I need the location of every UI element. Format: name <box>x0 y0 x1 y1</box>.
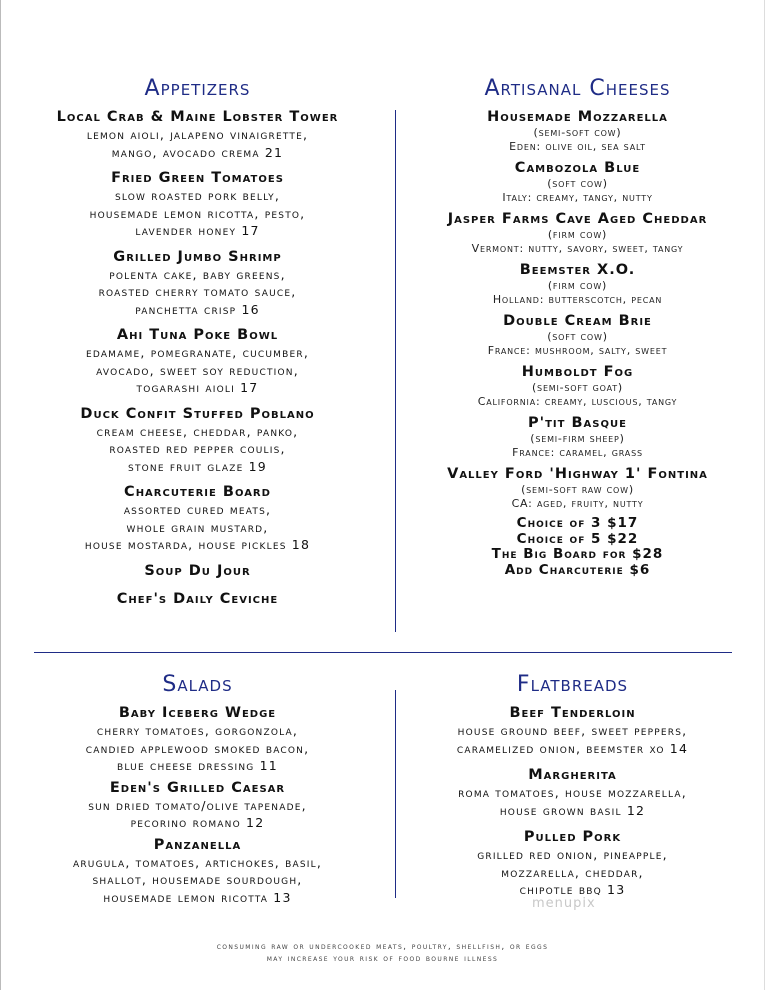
item-desc: edamame, pomegranate, cucumber, <box>85 345 310 360</box>
cheese-name: Beemster X.O. <box>519 262 636 278</box>
pricing-line: Add Charcuterie $6 <box>504 561 651 578</box>
cheese-type: (soft cow) <box>547 177 608 190</box>
item-name: Soup Du Jour <box>144 562 251 579</box>
item-name: Baby Iceberg Wedge <box>118 705 277 721</box>
cheese-item <box>405 159 750 205</box>
disclaimer-line: may increase your risk of food bourne illness <box>266 954 499 964</box>
item-desc: shallot, housemade sourdough, <box>92 872 303 887</box>
item-desc: house mostarda, house pickles 18 <box>84 537 311 552</box>
salads-title: Salads <box>162 672 233 697</box>
menu-item <box>400 766 745 819</box>
cheese-type: (firm cow) <box>547 228 608 241</box>
cheese-notes: CA: aged, fruity, nutty <box>511 497 644 510</box>
item-desc: housemade lemon ricotta 13 <box>103 889 292 905</box>
cheeses-title: Artisanal Cheeses <box>484 76 671 101</box>
appetizers-section <box>20 76 375 616</box>
item-name: Charcuterie Board <box>124 484 271 500</box>
item-name: Grilled Jumbo Shrimp <box>113 248 282 265</box>
item-desc: mango, avocado crema 21 <box>111 144 284 160</box>
cheese-name: P'tit Basque <box>528 415 627 431</box>
cheese-type: (soft cow) <box>547 330 608 343</box>
cheese-notes: Holland: butterscotch, pecan <box>492 293 663 306</box>
cheese-notes: California: creamy, luscious, tangy <box>477 395 678 408</box>
salads-section <box>20 672 375 910</box>
cheese-notes: France: mushroom, salty, sweet <box>487 344 668 357</box>
item-desc: whole grain mustard, <box>126 519 269 535</box>
menu-item <box>20 704 375 775</box>
cheese-item <box>405 312 750 358</box>
cheese-item <box>405 261 750 307</box>
item-desc: arugula, tomatoes, artichokes, basil, <box>73 854 322 870</box>
flatbreads-section <box>400 672 745 908</box>
item-desc: assorted cured meats, <box>123 502 272 517</box>
cheese-item <box>405 363 750 409</box>
menu-item <box>20 836 375 907</box>
cheese-name: Jasper Farms Cave Aged Cheddar <box>447 211 708 227</box>
item-name: Ahi Tuna Poke Bowl <box>116 327 279 343</box>
item-desc: slow roasted pork belly, <box>114 188 281 203</box>
item-desc: house grown basil 12 <box>499 802 646 818</box>
item-desc: togarashi aioli 17 <box>136 380 259 395</box>
item-desc: caramelized onion, beemster xo 14 <box>456 740 689 756</box>
cheese-type: (semi-firm sheep) <box>530 432 625 445</box>
cheese-notes: Vermont: nutty, savory, sweet, tangy <box>471 242 684 255</box>
item-desc: cherry tomatoes, gorgonzola, <box>96 723 299 738</box>
item-desc: lemon aioli, jalapeno vinaigrette, <box>86 127 309 142</box>
menu-item <box>20 562 375 580</box>
health-disclaimer <box>0 941 765 965</box>
item-desc: house ground beef, sweet peppers, <box>457 723 688 738</box>
item-desc: lavender honey 17 <box>135 223 260 238</box>
column-divider <box>395 690 396 898</box>
cheese-board-pricing <box>405 516 750 578</box>
pricing-line: The Big Board for $28 <box>491 546 664 562</box>
pricing-line: Choice of 3 $17 <box>516 515 639 531</box>
cheese-name: Double Cream Brie <box>503 313 652 329</box>
item-desc: roasted red pepper coulis, <box>109 441 286 456</box>
section-divider <box>34 652 732 653</box>
column-divider <box>395 110 396 632</box>
menu-item <box>400 828 745 899</box>
appetizers-title: Appetizers <box>144 76 251 101</box>
disclaimer-line: consuming raw or undercooked meats, poultry, shellfish, or eggs <box>216 942 549 952</box>
cheese-type: (semi-soft goat) <box>531 381 624 394</box>
item-desc: cream cheese, cheddar, panko, <box>96 423 299 439</box>
item-desc: housemade lemon ricotta, pesto, <box>89 205 306 221</box>
cheese-name: Humboldt Fog <box>521 364 634 380</box>
item-name: Panzanella <box>153 836 242 853</box>
item-desc: avocado, sweet soy reduction, <box>96 362 299 378</box>
item-name: Eden's Grilled Caesar <box>109 779 286 796</box>
pricing-line: Choice of 5 $22 <box>516 530 639 547</box>
item-desc: grilled red onion, pineapple, <box>477 847 668 862</box>
cheese-type: (firm cow) <box>547 279 608 292</box>
item-name: Duck Confit Stuffed Poblano <box>80 405 315 422</box>
cheese-item <box>405 465 750 511</box>
item-desc: panchetta crisp 16 <box>135 301 260 317</box>
menu-item <box>20 326 375 397</box>
cheese-notes: Eden: olive oil, sea salt <box>509 140 646 153</box>
cheese-name: Valley Ford 'Highway 1' Fontina <box>447 466 708 482</box>
flatbreads-title: Flatbreads <box>516 672 629 697</box>
item-desc: polenta cake, baby greens, <box>109 266 286 282</box>
item-desc: stone fruit glaze 19 <box>128 458 267 474</box>
item-name: Beef Tenderloin <box>509 705 636 721</box>
cheese-name: Housemade Mozzarella <box>487 109 668 125</box>
cheese-type: (semi-soft cow) <box>533 126 622 139</box>
menu-item <box>20 169 375 240</box>
cheese-notes: Italy: creamy, tangy, nutty <box>502 191 653 204</box>
item-name: Pulled Pork <box>523 829 622 845</box>
cheese-name: Cambozola Blue <box>514 160 641 176</box>
menu-item <box>20 248 375 319</box>
item-desc: mozzarella, cheddar, <box>501 864 644 880</box>
watermark: menupix <box>532 896 596 911</box>
item-desc: pecorino romano 12 <box>130 815 265 830</box>
menu-item <box>20 405 375 476</box>
cheese-notes: France: caramel, grass <box>512 446 643 459</box>
menu-item <box>20 108 375 161</box>
item-desc: roasted cherry tomato sauce, <box>98 284 297 299</box>
cheese-item <box>405 414 750 460</box>
item-desc: candied applewood smoked bacon, <box>85 740 310 756</box>
cheese-item <box>405 108 750 154</box>
menu-item <box>20 779 375 832</box>
item-desc: blue cheese dressing 11 <box>117 758 278 773</box>
item-desc: sun dried tomato/olive tapenade, <box>88 797 307 813</box>
item-name: Local Crab & Maine Lobster Tower <box>56 109 339 125</box>
cheeses-section <box>405 76 750 578</box>
menu-item <box>400 704 745 757</box>
menu-item <box>20 590 375 608</box>
item-desc: roma tomatoes, house mozzarella, <box>458 785 687 800</box>
item-name: Margherita <box>528 767 617 783</box>
menu-item <box>20 483 375 554</box>
item-desc: chipotle bbq 13 <box>519 882 626 897</box>
item-name: Chef's Daily Ceviche <box>116 590 279 607</box>
cheese-type: (semi-soft raw cow) <box>521 483 634 496</box>
item-name: Fried Green Tomatoes <box>111 170 284 186</box>
cheese-item <box>405 210 750 256</box>
